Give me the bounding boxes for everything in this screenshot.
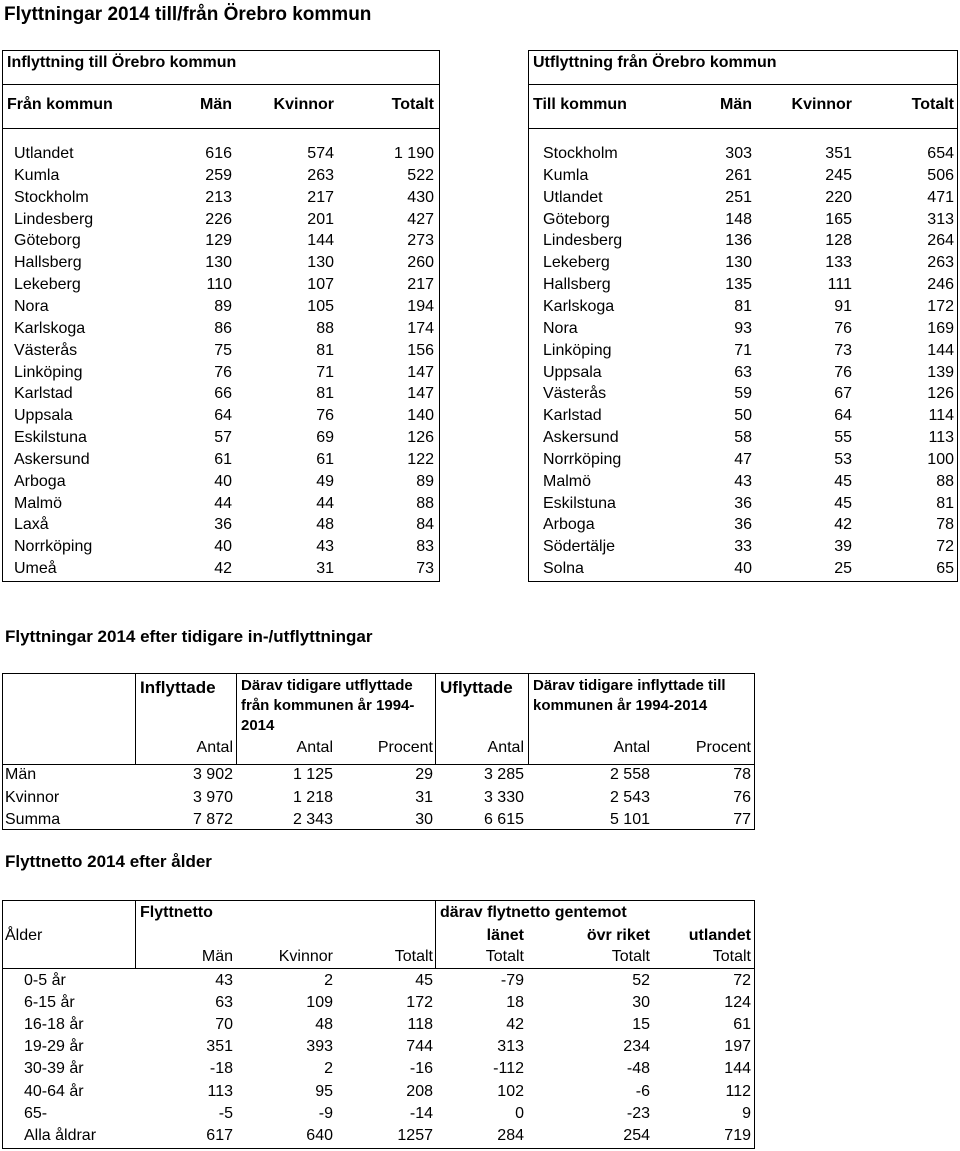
- s3-sub-totalt-utl: Totalt: [712, 948, 751, 965]
- h-darav-in-2: kommunen år 1994-2014: [533, 697, 708, 714]
- utflyttning-cell: 65: [936, 560, 954, 578]
- section3-cell: 18: [506, 994, 524, 1012]
- s2-sub-antal-3: Antal: [487, 739, 524, 756]
- utflyttning-cell: Västerås: [543, 385, 607, 403]
- inflyttning-cell: 40: [214, 538, 232, 556]
- inflyttning-cell: 129: [205, 232, 232, 250]
- utflyttning-cell: 47: [734, 450, 752, 468]
- inflyttning-cell: 76: [316, 407, 334, 425]
- h-alder: Ålder: [5, 927, 43, 944]
- inflyttning-cell: 89: [214, 297, 232, 315]
- section3-cell: 351: [206, 1038, 233, 1056]
- utflyttning-cell: Solna: [543, 560, 584, 578]
- inflyttning-cell: Karlskoga: [14, 319, 86, 337]
- section2-cell: 3 285: [483, 766, 524, 783]
- section3-cell: 72: [733, 972, 751, 989]
- utflyttning-cell: 33: [734, 538, 752, 556]
- utflyttning-cell: Nora: [543, 319, 578, 337]
- inflyttning-header-kommun: Från kommun: [7, 96, 113, 113]
- utflyttning-cell: Askersund: [543, 429, 619, 447]
- inflyttning-cell: Lekeberg: [14, 276, 81, 294]
- utflyttning-cell: 220: [825, 188, 852, 206]
- section3-cell: 70: [215, 1016, 233, 1034]
- utflyttning-cell: 40: [734, 560, 752, 578]
- inflyttning-heading: Inflyttning till Örebro kommun: [7, 54, 237, 71]
- s2-sub-antal-1: Antal: [196, 739, 233, 756]
- section3-cell: 40-64 år: [24, 1082, 84, 1100]
- utflyttning-heading: Utflyttning från Örebro kommun: [533, 54, 777, 71]
- utflyttning-cell: 654: [927, 145, 954, 162]
- h-darav-flytnetto: därav flytnetto gentemot: [440, 904, 627, 921]
- section3-cell: 109: [306, 994, 333, 1012]
- inflyttning-cell: 36: [214, 516, 232, 534]
- utflyttning-cell: 63: [734, 363, 752, 381]
- inflyttning-cell: 76: [214, 363, 232, 381]
- section3-cell: 61: [733, 1016, 751, 1034]
- utflyttning-cell: 172: [927, 297, 954, 315]
- section3-cell: -14: [409, 1104, 433, 1122]
- utflyttning-cell: 246: [927, 276, 954, 294]
- utflyttning-cell: 81: [734, 297, 752, 315]
- s2-sub-procent-2: Procent: [695, 739, 751, 756]
- utflyttning-cell: 39: [834, 538, 852, 556]
- inflyttning-cell: 66: [214, 385, 232, 403]
- section2-cell: 5 101: [609, 811, 650, 828]
- section3-cell: Alla åldrar: [24, 1126, 97, 1144]
- section3-cell: -112: [493, 1060, 524, 1078]
- section3-cell: 2: [324, 972, 333, 989]
- utflyttning-cell: 25: [834, 560, 852, 578]
- section2-cell: 78: [733, 766, 751, 783]
- section3-cell: 42: [506, 1016, 524, 1034]
- inflyttning-cell: Arboga: [14, 472, 66, 490]
- section3-cell: 744: [406, 1038, 433, 1056]
- inflyttning-cell: 201: [307, 210, 334, 228]
- inflyttning-cell: 69: [316, 429, 334, 447]
- utflyttning-cell: 111: [827, 276, 852, 294]
- inflyttning-cell: 57: [214, 429, 232, 447]
- utflyttning-cell: 100: [927, 450, 954, 468]
- utflyttning-cell: 136: [725, 232, 752, 250]
- utflyttning-cell: 88: [936, 472, 954, 490]
- utflyttning-cell: 144: [927, 341, 954, 359]
- inflyttning-cell: 126: [407, 429, 434, 447]
- h-inflyttade: Inflyttade: [140, 678, 216, 697]
- inflyttning-header-totalt: Totalt: [391, 96, 434, 113]
- inflyttning-cell: 105: [307, 297, 334, 315]
- inflyttning-cell: 61: [214, 450, 232, 468]
- section3-cell: -23: [626, 1104, 650, 1122]
- inflyttning-cell: 43: [316, 538, 334, 556]
- utflyttning-cell: 78: [936, 516, 954, 534]
- section3-cell: -9: [318, 1104, 333, 1122]
- section3-cell: -5: [218, 1104, 233, 1122]
- utflyttning-cell: 36: [734, 494, 752, 512]
- utflyttning-header-kommun: Till kommun: [533, 96, 627, 113]
- s2-sub-antal-2: Antal: [296, 739, 333, 756]
- inflyttning-cell: 110: [206, 276, 232, 294]
- utflyttning-cell: Arboga: [543, 516, 595, 534]
- inflyttning-cell: Uppsala: [14, 407, 73, 425]
- section3-cell: 102: [497, 1082, 524, 1100]
- section3-cell: 2: [324, 1060, 333, 1078]
- utflyttning-cell: Göteborg: [543, 210, 610, 228]
- inflyttning-cell: 61: [316, 450, 334, 468]
- utflyttning-cell: Södertälje: [543, 538, 616, 556]
- inflyttning-cell: 130: [307, 254, 334, 272]
- inflyttning-cell: 174: [407, 319, 434, 337]
- inflyttning-cell: 49: [316, 472, 334, 490]
- inflyttning-cell: Malmö: [14, 494, 63, 512]
- inflyttning-cell: Karlstad: [14, 385, 73, 403]
- section3-cell: -79: [500, 972, 524, 989]
- section3-cell: 9: [742, 1104, 751, 1122]
- utflyttning-cell: 76: [834, 319, 852, 337]
- s2-sub-procent-1: Procent: [377, 739, 433, 756]
- utflyttning-cell: 113: [928, 429, 954, 447]
- inflyttning-cell: 140: [407, 407, 434, 425]
- utflyttning-cell: 43: [734, 472, 752, 490]
- section3-cell: 43: [215, 972, 233, 989]
- h-darav-ut-1: Därav tidigare utflyttade: [241, 677, 413, 694]
- section3-cell: 254: [623, 1126, 650, 1144]
- utflyttning-cell: 45: [834, 494, 852, 512]
- section2-cell: Summa: [5, 811, 61, 828]
- inflyttning-cell: 83: [416, 538, 434, 556]
- utflyttning-cell: 313: [927, 210, 954, 228]
- inflyttning-cell: 130: [205, 254, 232, 272]
- section2-cell: 3 970: [192, 788, 233, 806]
- section3-cell: 95: [315, 1082, 333, 1100]
- section3-cell: 144: [724, 1060, 751, 1078]
- h-lanet: länet: [486, 927, 524, 944]
- h-darav-ut-2: från kommunen år 1994-: [241, 697, 415, 714]
- section2-cell: 3 902: [192, 766, 233, 783]
- inflyttning-cell: 122: [407, 450, 434, 468]
- inflyttning-cell: 226: [205, 210, 232, 228]
- utflyttning-header-man: Män: [720, 96, 752, 113]
- section3-cell: -16: [409, 1060, 433, 1078]
- inflyttning-cell: 1 190: [393, 145, 434, 162]
- utflyttning-cell: Malmö: [543, 472, 592, 490]
- utflyttning-cell: 72: [936, 538, 954, 556]
- utflyttning-cell: Eskilstuna: [543, 494, 616, 512]
- inflyttning-cell: 40: [214, 472, 232, 490]
- section3-cell: 208: [406, 1082, 433, 1100]
- inflyttning-cell: 44: [316, 494, 334, 512]
- section3-title: Flyttnetto 2014 efter ålder: [5, 852, 212, 871]
- section3-cell: 6-15 år: [24, 994, 75, 1012]
- utflyttning-cell: 71: [734, 341, 752, 359]
- h-darav-ut-3: 2014: [241, 717, 275, 734]
- utflyttning-cell: 126: [927, 385, 954, 403]
- utflyttning-cell: 64: [834, 407, 852, 425]
- utflyttning-cell: 91: [834, 297, 852, 315]
- utflyttning-cell: Hallsberg: [543, 276, 611, 294]
- inflyttning-cell: 194: [407, 297, 434, 315]
- utflyttning-cell: 76: [834, 363, 852, 381]
- inflyttning-cell: Eskilstuna: [14, 429, 87, 447]
- section3-cell: -48: [626, 1060, 650, 1078]
- utflyttning-cell: 53: [834, 450, 852, 468]
- section3-cell: 52: [632, 972, 650, 989]
- section2-cell: 30: [415, 811, 433, 828]
- utflyttning-cell: 93: [734, 319, 752, 337]
- s2-sub-antal-4: Antal: [613, 739, 650, 756]
- section3-cell: 30: [632, 994, 650, 1012]
- inflyttning-cell: 427: [407, 210, 434, 228]
- s3-sub-man: Män: [201, 948, 233, 965]
- section3-cell: 1257: [397, 1126, 433, 1144]
- s3-sub-totalt: Totalt: [394, 948, 433, 965]
- inflyttning-cell: 147: [407, 385, 434, 403]
- section3-cell: 284: [497, 1126, 524, 1144]
- inflyttning-cell: 44: [214, 494, 232, 512]
- inflyttning-cell: Linköping: [14, 363, 83, 381]
- utflyttning-cell: 351: [825, 145, 852, 162]
- utflyttning-cell: 67: [834, 385, 852, 403]
- inflyttning-cell: 156: [407, 341, 434, 359]
- inflyttning-cell: 48: [316, 516, 334, 534]
- utflyttning-cell: Utlandet: [543, 188, 603, 206]
- section3-cell: -6: [635, 1082, 650, 1100]
- section3-cell: 234: [623, 1038, 650, 1056]
- section2-cell: 2 543: [609, 788, 650, 806]
- section3-cell: 19-29 år: [24, 1038, 84, 1056]
- utflyttning-cell: 130: [725, 254, 752, 272]
- section2-cell: 2 558: [609, 766, 650, 783]
- inflyttning-cell: 616: [205, 145, 232, 162]
- utflyttning-cell: Linköping: [543, 341, 612, 359]
- section3-cell: 112: [725, 1082, 751, 1100]
- utflyttning-cell: 251: [725, 188, 752, 206]
- section2-cell: 3 330: [483, 788, 524, 806]
- inflyttning-cell: 522: [407, 166, 434, 184]
- utflyttning-cell: 45: [834, 472, 852, 490]
- utflyttning-cell: Lekeberg: [543, 254, 610, 272]
- utflyttning-cell: 135: [725, 276, 752, 294]
- section2-title: Flyttningar 2014 efter tidigare in-/utflyttningar: [5, 627, 373, 646]
- inflyttning-cell: Norrköping: [14, 538, 93, 556]
- section3-cell: 617: [206, 1126, 233, 1144]
- utflyttning-cell: Karlskoga: [543, 297, 615, 315]
- section2-cell: 2 343: [292, 811, 333, 828]
- h-utlandet: utlandet: [688, 927, 751, 944]
- h-uflyttade: Uflyttade: [440, 678, 513, 697]
- utflyttning-cell: 133: [825, 254, 852, 272]
- section2-cell: 29: [415, 766, 433, 783]
- s3-sub-totalt-lanet: Totalt: [485, 948, 524, 965]
- inflyttning-cell: 574: [307, 145, 334, 162]
- section2-cell: 7 872: [192, 811, 233, 828]
- s3-sub-kvinnor: Kvinnor: [278, 948, 333, 965]
- section3-cell: 15: [632, 1016, 650, 1034]
- utflyttning-cell: 245: [825, 166, 852, 184]
- utflyttning-cell: 36: [734, 516, 752, 534]
- section3-cell: 65-: [24, 1104, 48, 1122]
- inflyttning-cell: 75: [214, 341, 232, 359]
- inflyttning-cell: Askersund: [14, 450, 90, 468]
- section3-cell: 719: [724, 1126, 751, 1144]
- utflyttning-cell: 165: [825, 210, 852, 228]
- section3-cell: 393: [306, 1038, 333, 1056]
- utflyttning-cell: 58: [734, 429, 752, 447]
- utflyttning-cell: 55: [834, 429, 852, 447]
- utflyttning-cell: 303: [725, 145, 752, 162]
- inflyttning-cell: 31: [316, 560, 334, 578]
- utflyttning-cell: 59: [734, 385, 752, 403]
- h-darav-in-1: Därav tidigare inflyttade till: [533, 677, 726, 694]
- section3-cell: 63: [215, 994, 233, 1012]
- h-flyttnetto: Flyttnetto: [140, 904, 213, 921]
- inflyttning-cell: 42: [214, 560, 232, 578]
- utflyttning-cell: 506: [927, 166, 954, 184]
- inflyttning-cell: Kumla: [14, 166, 60, 184]
- inflyttning-cell: 217: [307, 188, 334, 206]
- inflyttning-cell: 273: [407, 232, 434, 250]
- inflyttning-cell: 213: [205, 188, 232, 206]
- inflyttning-cell: Umeå: [14, 560, 57, 578]
- utflyttning-header-totalt: Totalt: [911, 96, 954, 113]
- utflyttning-cell: 114: [928, 407, 954, 425]
- section3-cell: 0: [515, 1104, 524, 1122]
- utflyttning-cell: Kumla: [543, 166, 589, 184]
- inflyttning-header-kvinnor: Kvinnor: [273, 96, 334, 113]
- inflyttning-cell: Laxå: [14, 516, 49, 534]
- section3-cell: 30-39 år: [24, 1060, 84, 1078]
- inflyttning-cell: 260: [407, 254, 434, 272]
- section2-cell: 31: [415, 788, 433, 806]
- utflyttning-cell: 471: [927, 188, 954, 206]
- utflyttning-cell: 169: [927, 319, 954, 337]
- h-ovr-riket: övr riket: [586, 927, 650, 944]
- utflyttning-cell: 73: [834, 341, 852, 359]
- section2-cell: 76: [733, 788, 751, 806]
- inflyttning-cell: 88: [416, 494, 434, 512]
- section3-cell: 124: [724, 994, 751, 1012]
- inflyttning-cell: 86: [214, 319, 232, 337]
- utflyttning-cell: Uppsala: [543, 363, 602, 381]
- inflyttning-cell: 89: [416, 472, 434, 490]
- inflyttning-cell: 71: [316, 363, 334, 381]
- utflyttning-cell: 81: [936, 494, 954, 512]
- section3-cell: 640: [306, 1126, 333, 1144]
- utflyttning-cell: Karlstad: [543, 407, 602, 425]
- page-title: Flyttningar 2014 till/från Örebro kommun: [4, 4, 372, 25]
- utflyttning-cell: 42: [834, 516, 852, 534]
- inflyttning-cell: 81: [316, 385, 334, 403]
- utflyttning-cell: Lindesberg: [543, 232, 623, 250]
- inflyttning-cell: 263: [307, 166, 334, 184]
- utflyttning-cell: Norrköping: [543, 450, 622, 468]
- utflyttning-cell: 263: [927, 254, 954, 272]
- inflyttning-cell: Hallsberg: [14, 254, 82, 272]
- inflyttning-cell: Göteborg: [14, 232, 81, 250]
- section2-cell: Män: [5, 766, 37, 783]
- section3-cell: -18: [209, 1060, 233, 1078]
- inflyttning-cell: 84: [416, 516, 434, 534]
- utflyttning-cell: 264: [927, 232, 954, 250]
- inflyttning-cell: 81: [316, 341, 334, 359]
- inflyttning-cell: 144: [307, 232, 334, 250]
- section2-cell: 77: [733, 811, 751, 828]
- inflyttning-cell: Lindesberg: [14, 210, 94, 228]
- utflyttning-header-kvinnor: Kvinnor: [791, 96, 852, 113]
- inflyttning-cell: 147: [407, 363, 434, 381]
- section3-cell: 197: [724, 1038, 751, 1056]
- utflyttning-cell: Stockholm: [543, 145, 618, 162]
- section3-cell: 118: [407, 1016, 433, 1034]
- inflyttning-header-man: Män: [200, 96, 232, 113]
- section3-cell: 16-18 år: [24, 1016, 84, 1034]
- inflyttning-cell: 259: [205, 166, 232, 184]
- inflyttning-cell: Stockholm: [14, 188, 89, 206]
- section3-cell: 313: [497, 1038, 524, 1056]
- inflyttning-cell: Nora: [14, 297, 49, 315]
- section2-cell: 1 125: [292, 766, 333, 783]
- inflyttning-cell: Västerås: [14, 341, 78, 359]
- utflyttning-cell: 139: [927, 363, 954, 381]
- utflyttning-cell: 261: [725, 166, 752, 184]
- section2-cell: Kvinnor: [5, 788, 60, 806]
- inflyttning-cell: 73: [416, 560, 434, 578]
- inflyttning-cell: Utlandet: [14, 145, 74, 162]
- section2-cell: 6 615: [483, 811, 524, 828]
- section3-cell: 172: [406, 994, 433, 1012]
- inflyttning-cell: 430: [407, 188, 434, 206]
- section3-cell: 113: [207, 1082, 233, 1100]
- section3-cell: 48: [315, 1016, 333, 1034]
- utflyttning-cell: 148: [725, 210, 752, 228]
- utflyttning-cell: 50: [734, 407, 752, 425]
- section3-cell: 45: [415, 972, 433, 989]
- inflyttning-cell: 88: [316, 319, 334, 337]
- inflyttning-cell: 107: [307, 276, 334, 294]
- s3-sub-totalt-ovr: Totalt: [611, 948, 650, 965]
- inflyttning-cell: 217: [407, 276, 434, 294]
- utflyttning-cell: 128: [825, 232, 852, 250]
- section3-cell: 0-5 år: [24, 972, 66, 989]
- inflyttning-cell: 64: [214, 407, 232, 425]
- section2-cell: 1 218: [292, 788, 333, 806]
